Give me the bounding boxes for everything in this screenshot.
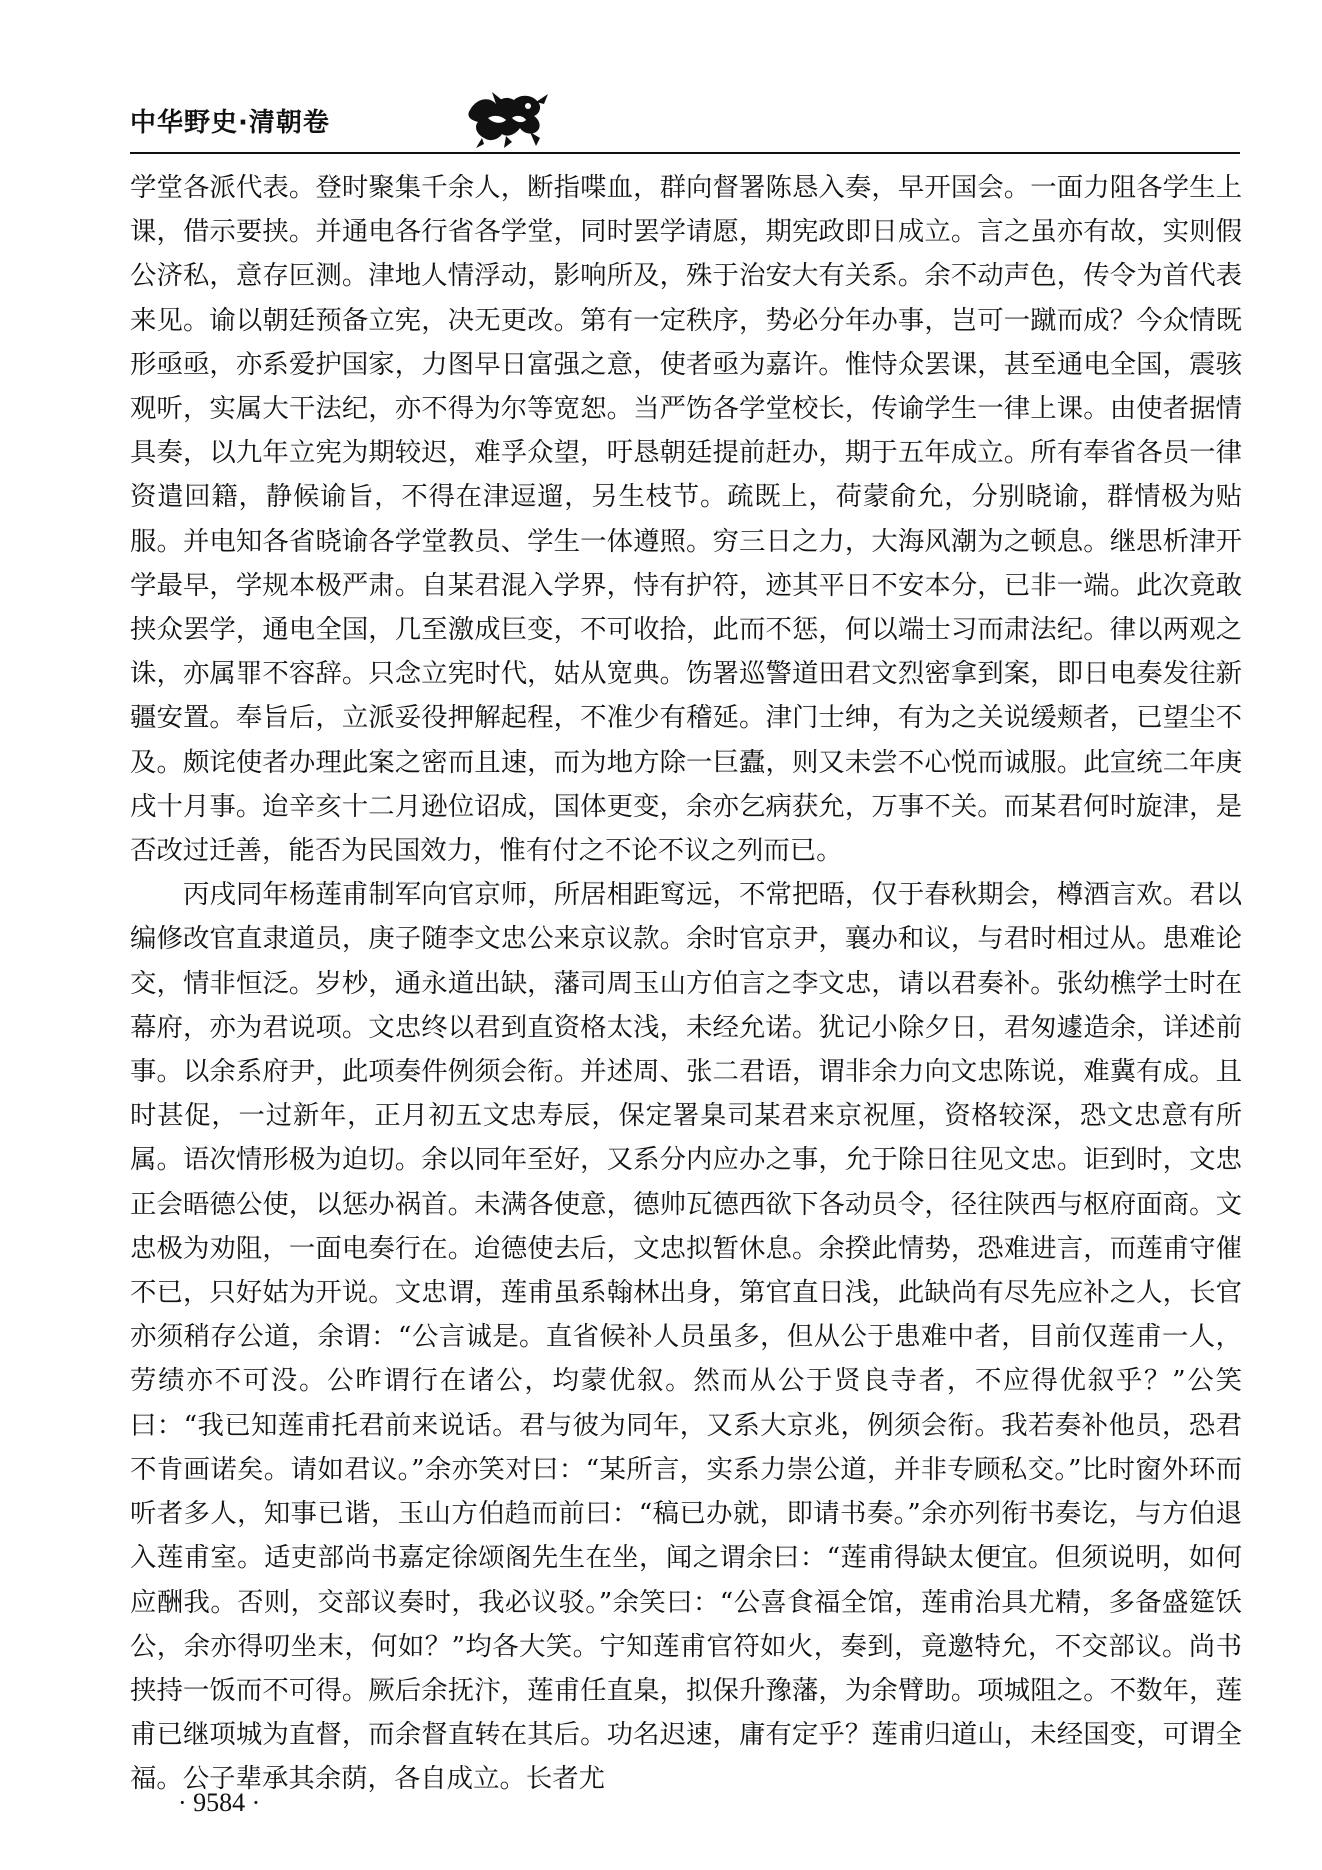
page-header [130,88,1240,148]
page-number: · 9584 · [178,1788,261,1817]
paragraph-1: 学堂各派代表。登时聚集千余人，断指喋血，群向督署陈恳入奏，早开国会。一面力阻各学生上课，借示要挟。并通电各行省各学堂，同时罢学请愿，期宪政即日成立。言之虽亦有故，实则假公济私，意存叵测。津地人情浮动，影响所及，殊于治安大有关系。余不动声色，传令为首代表来见。谕以朝廷预备立宪，决无更改。第有一定秩序，势必分年办事，岂可一蹴而成？今众情既形亟亟，亦系爱护国家，力图早日富强之意，使者亟为嘉许。惟恃众罢课，甚至通电全国，震骇观听，实属大干法纪，亦不得为尔等宽恕。当严饬各学堂校长，传谕学生一律上课。由使者据情具奏，以九年立宪为期较迟，难孚众望，吁恳朝廷提前赶办，期于五年成立。所有奉省各员一律资遣回籍，静候谕旨，不得在津逗遛，另生枝节。疏既上，荷蒙俞允，分别晓谕，群情极为贴服。并电知各省晓谕各学堂教员、学生一体遵照。穷三日之力，大海风潮为之顿息。继思析津开学最早，学规本极严肃。自某君混入学界，恃有护符，迹其平日不安本分，已非一端。此次竟敢挟众罢学，通电全国，几至激成巨变，不可收拾，此而不惩，何以端士习而肃法纪。律以两观之诛，亦属罪不容辞。只念立宪时代，姑从宽典。饬署巡警道田君文烈密拿到案，即日电奏发往新疆安置。奉旨后，立派妥役押解起程，不准少有稽延。津门士绅，有为之关说缓颊者，已望尘不及。颇诧使者办理此案之密而且速，而为地方除一巨蠹，则又未尝不心悦而诚服。此宣统二年庚戌十月事。迨辛亥十二月逊位诏成，国体更变，余亦乞病获允，万事不关。而某君何时旋津，是否改过迁善，能否为民国效力，惟有付之不论不议之列而已。 [130,172,1242,867]
main-text [130,166,1242,1802]
dragon-emblem-icon [462,88,552,150]
book-title: 中华野史·清朝卷 [130,108,330,138]
paragraph-2: 丙戌同年杨莲甫制军向官京师，所居相距窎远，不常把晤，仅于春秋期会，樽酒言欢。君以编修改官直隶道员，庚子随李文忠公来京议款。余时官京尹，襄办和议，与君时相过从。患难论交，情非恒泛。岁杪，通永道出缺，藩司周玉山方伯言之李文忠，请以君奏补。张幼樵学士时在幕府，亦为君说项。文忠终以君到直资格太浅，未经允诺。犹记小除夕日，君匆遽造余，详述前事。以余系府尹，此项奏件例须会衔。并述周、张二君语，谓非余力向文忠陈说，难冀有成。且时甚促，一过新年，正月初五文忠寿辰，保定署臬司某君来京祝厘，资格较深，恐文忠意有所属。语次情形极为迫切。余以同年至好，又系分内应办之事，允于除日往见文忠。讵到时，文忠正会晤德公使，以惩办祸首。未满各使意，德帅瓦德西欲下各动员令，径往陕西与枢府面商。文忠极为劝阻，一面电奏行在。迨德使去后，文忠拟暂休息。余揆此情势，恐难进言，而莲甫守催不已，只好姑为开说。文忠谓，莲甫虽系翰林出身，第官直日浅，此缺尚有尽先应补之人，长官亦须稍存公道，余谓：“公言诚是。直省候补人员虽多，但从公于患难中者，目前仅莲甫一人，劳绩亦不可没。公昨谓行在诸公，均蒙优叙。然而从公于贤良寺者，不应得优叙乎？”公笑曰：“我已知莲甫托君前来说话。君与彼为同年，又系大京兆，例须会衔。我若奏补他员，恐君不肯画诺矣。请如君议。”余亦笑对曰：“某所言，实系力崇公道，并非专顾私交。”比时窗外环而听者多人，知事已谐，玉山方伯趋而前曰：“稿已办就，即请书奏。”余亦列衔书奏讫，与方伯退入莲甫室。适吏部尚书嘉定徐颂阁先生在坐，闻之谓余曰：“莲甫得缺太便宜。但须说明，如何应酬我。否则，交部议奏时，我必议驳。”余笑曰：“公喜食福全馆，莲甫治具尤精，多备盛筵饫公，余亦得叨坐末，何如？”均各大笑。宁知莲甫官符如火，奏到，竟邀特允，不交部议。尚书挟持一饭而不可得。厥后余抚汴，莲甫任直臬，拟保升豫藩，为余臂助。项城阻之。不数年，莲甫已继项城为直督，而余督直转在其后。功名迟速，庸有定乎？莲甫归道山，未经国变，可谓全福。公子辈承其余荫，各自成立。长者尤 [130,879,1242,1795]
header-divider [130,152,1240,154]
